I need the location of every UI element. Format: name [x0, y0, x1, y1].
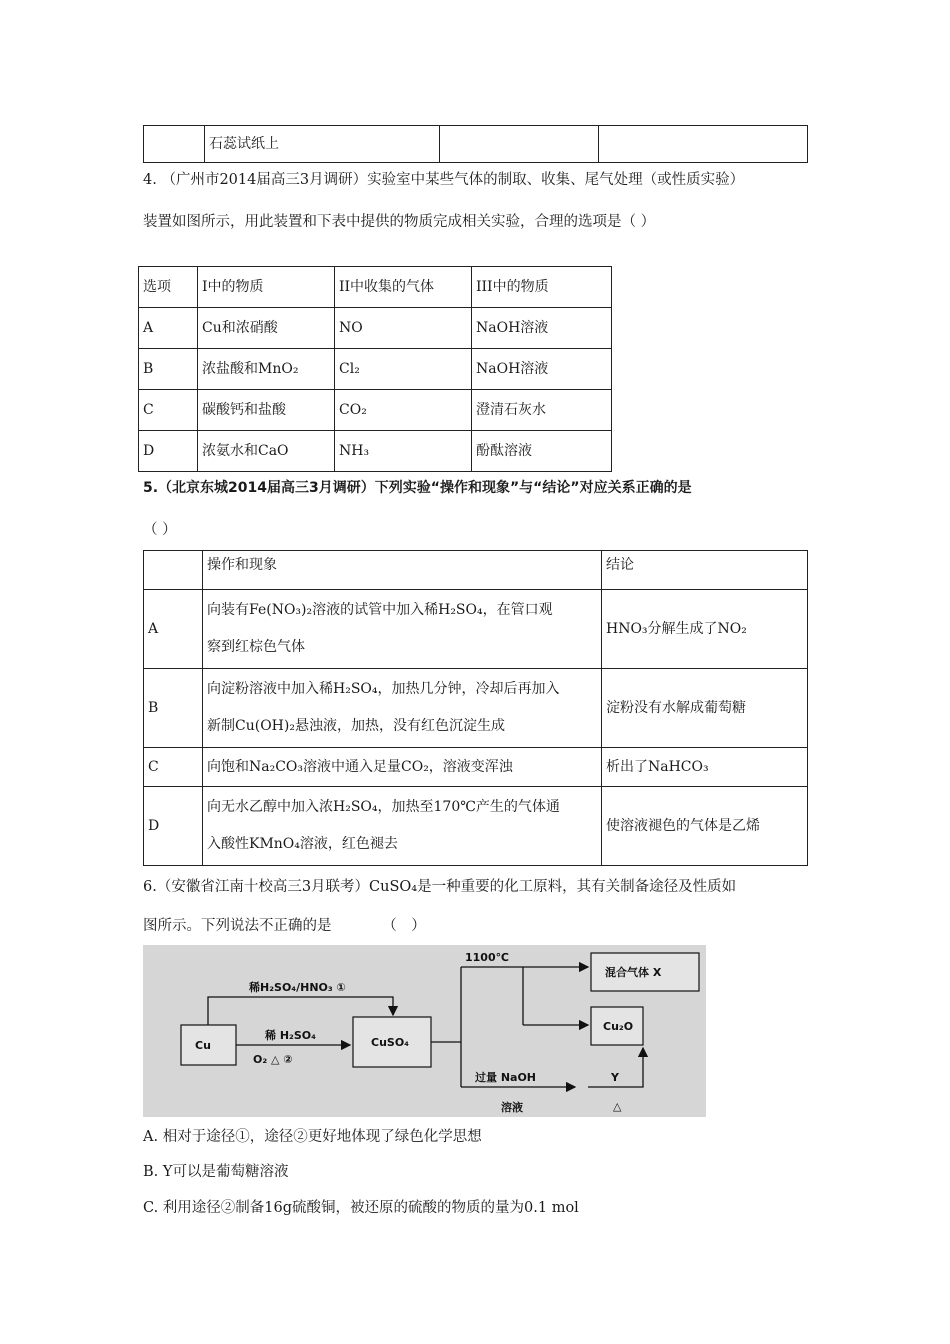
table-header: 操作和现象	[203, 551, 602, 590]
table-row	[144, 787, 808, 866]
top-table-cell	[599, 126, 808, 163]
table-row	[144, 669, 808, 748]
table-cell	[203, 590, 602, 669]
table-cell: 澄清石灰水	[472, 390, 612, 431]
q6-line2: 图所示。下列说法不正确的是 （ ）	[143, 918, 426, 934]
cu2o-label: Cu₂O	[603, 1020, 634, 1033]
table-row	[144, 590, 808, 669]
table-cell: B	[139, 349, 198, 390]
op-line: 向装有Fe(NO₃)₂溶液的试管中加入稀H₂SO₄，在管口观	[207, 602, 553, 618]
table-cell: 淀粉没有水解成葡萄糖	[602, 669, 808, 748]
q5-line2: （ ）	[143, 522, 177, 538]
table-cell: CO₂	[335, 390, 472, 431]
table-cell: NO	[335, 308, 472, 349]
table-cell: C	[139, 390, 198, 431]
table-cell: 使溶液褪色的气体是乙烯	[602, 787, 808, 866]
naoh-label: 过量 NaOH	[475, 1071, 537, 1084]
table-cell: A	[144, 590, 203, 669]
table-header	[144, 551, 203, 590]
table-cell: NaOH溶液	[472, 308, 612, 349]
table-cell: Cl₂	[335, 349, 472, 390]
heat-label: △	[613, 1100, 622, 1113]
q4-line2: 装置如图所示，用此装置和下表中提供的物质完成相关实验，合理的选项是（ ）	[143, 214, 656, 230]
table-cell: NH₃	[335, 431, 472, 472]
table-header: III中的物质	[472, 267, 612, 308]
table-row	[139, 308, 612, 349]
q6-option-c: C. 利用途径②制备16g硫酸铜，被还原的硫酸的物质的量为0.1 mol	[143, 1200, 579, 1216]
table-cell: B	[144, 669, 203, 748]
table-cell: NaOH溶液	[472, 349, 612, 390]
op-line: 向淀粉溶液中加入稀H₂SO₄，加热几分钟，冷却后再加入	[207, 681, 560, 697]
table-cell: A	[139, 308, 198, 349]
table-cell: 浓盐酸和MnO₂	[198, 349, 335, 390]
q5-table	[143, 550, 808, 866]
table-cell: Cu和浓硝酸	[198, 308, 335, 349]
table-cell	[203, 787, 602, 866]
table-cell: 酚酞溶液	[472, 431, 612, 472]
table-row	[144, 748, 808, 787]
q5-line1: 5.（北京东城2014届高三3月调研）下列实验“操作和现象”与“结论”对应关系正确的是	[143, 480, 692, 496]
table-cell: D	[144, 787, 203, 866]
table-cell: D	[139, 431, 198, 472]
table-row	[139, 390, 612, 431]
q4-line1: 4. （广州市2014届高三3月调研）实验室中某些气体的制取、收集、尾气处理（或性质实验）	[143, 172, 745, 188]
table-row	[144, 551, 808, 590]
table-cell: C	[144, 748, 203, 787]
top-table-cell	[144, 126, 205, 163]
table-row	[139, 431, 612, 472]
q6-line1: 6.（安徽省江南十校高三3月联考）CuSO₄是一种重要的化工原料，其有关制备途径及性质如	[143, 879, 737, 895]
table-cell: HNO₃分解生成了NO₂	[602, 590, 808, 669]
table-header: 选项	[139, 267, 198, 308]
cu-label: Cu	[195, 1039, 211, 1052]
mixed-gas-label: 混合气体 X	[605, 966, 662, 979]
op-line: 向无水乙醇中加入浓H₂SO₄，加热至170℃产生的气体通	[207, 799, 560, 815]
q4-table	[138, 266, 612, 472]
table-row	[139, 267, 612, 308]
route2-top-label: 稀 H₂SO₄	[265, 1029, 316, 1042]
table-header: I中的物质	[198, 267, 335, 308]
y-label: Y	[611, 1071, 619, 1084]
cuso4-label: CuSO₄	[371, 1036, 409, 1049]
table-header: II中收集的气体	[335, 267, 472, 308]
top-table-cell	[440, 126, 599, 163]
q6-option-a: A. 相对于途径①，途径②更好地体现了绿色化学思想	[143, 1129, 482, 1145]
top-table-cell: 石蕊试纸上	[205, 126, 440, 163]
route1-label: 稀H₂SO₄/HNO₃ ①	[249, 981, 346, 994]
op-line: 察到红棕色气体	[207, 639, 305, 655]
table-row	[139, 349, 612, 390]
cuso4-flow-diagram	[143, 945, 706, 1117]
top-table	[143, 125, 808, 163]
op-line: 入酸性KMnO₄溶液，红色褪去	[207, 836, 398, 852]
table-cell: 向饱和Na₂CO₃溶液中通入足量CO₂，溶液变浑浊	[203, 748, 602, 787]
flow-diagram-svg	[143, 945, 706, 1117]
table-cell: 析出了NaHCO₃	[602, 748, 808, 787]
route2-bottom-label: O₂ △ ②	[253, 1053, 293, 1066]
op-line: 新制Cu(OH)₂悬浊液，加热，没有红色沉淀生成	[207, 718, 505, 734]
table-header: 结论	[602, 551, 808, 590]
table-cell: 碳酸钙和盐酸	[198, 390, 335, 431]
table-cell: 浓氨水和CaO	[198, 431, 335, 472]
q6-option-b: B. Y可以是葡萄糖溶液	[143, 1164, 289, 1180]
naoh2-label: 溶液	[501, 1101, 523, 1114]
temp-label: 1100℃	[465, 951, 509, 964]
table-cell	[203, 669, 602, 748]
